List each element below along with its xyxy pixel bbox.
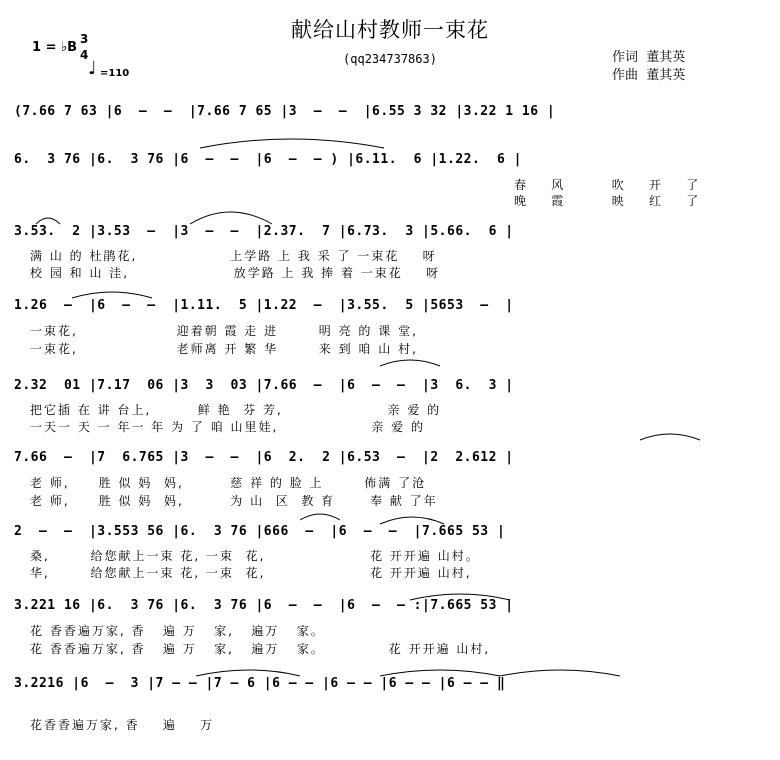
notation-line-6: 7.66 – |7 6.765 |3 – – |6 2. 2 |6.53 – |2 2.612 | (14, 450, 514, 465)
lyric-line-5-verse-2: 一天一 天 一 年一 年 为 了 咱 山里娃, 亲 爱 的 (30, 420, 425, 434)
lyric-line-6-verse-1: 老 师, 胜 似 妈 妈, 慈 祥 的 脸 上 佈满 了沧 (30, 476, 427, 490)
notation-line-7: 2 – – |3.553 56 |6. 3 76 |666 – |6 – – |7.665 53 | (14, 524, 506, 539)
lyric-line-6-verse-2: 老 师, 胜 似 妈 妈, 为 山 区 教 育 奉 献 了年 (30, 494, 438, 508)
slur-arc (380, 517, 444, 524)
lyric-line-3-verse-1: 满 山 的 杜鹃花, 上学路 上 我 采 了 一束花 呀 (30, 249, 437, 263)
time-signature-top: 3 (80, 32, 89, 46)
slur-arc (380, 670, 500, 676)
tempo-marking: =110 (100, 68, 130, 79)
lyric-line-8-verse-1: 花 香香遍万家, 香 遍 万 家, 遍万 家。 (30, 624, 325, 638)
slur-arc (36, 218, 60, 224)
lyric-line-7-verse-2: 华, 给您献上一束 花, 一束 花, 花 开开遍 山村, (30, 566, 472, 580)
slur-arc (200, 139, 384, 148)
slur-arc (640, 434, 700, 440)
quarter-note-icon: ♩ (88, 58, 97, 79)
lyric-line-7-verse-1: 桑, 给您献上一束 花, 一束 花, 花 开开遍 山村。 (30, 549, 480, 563)
lyric-line-3-verse-2: 校 园 和 山 洼, 放学路 上 我 捧 着 一束花 呀 (30, 266, 441, 280)
lyric-line-8-verse-2: 花 香香遍万家, 香 遍 万 家, 遍万 家。 花 开开遍 山村, (30, 642, 491, 656)
lyric-line-2-verse-1: 春 风 吹 开 了 (514, 178, 701, 192)
lyric-line-2-verse-2: 晚 霞 映 红 了 (514, 194, 701, 208)
notation-line-5: 2.32 01 |7.17 06 |3 3 03 |7.66 – |6 – – |3 6. 3 | (14, 378, 514, 393)
slur-arc (190, 212, 272, 224)
lyric-line-5-verse-1: 把它插 在 讲 台上, 鲜 艳 芬 芳, 亲 爱 的 (30, 403, 442, 417)
song-title: 献给山村教师一束花 (291, 18, 489, 42)
slur-arc (410, 594, 510, 600)
time-signature-bottom: 4 (80, 48, 89, 62)
composer-credit: 作曲 董其英 (612, 68, 686, 83)
lyricist-credit: 作词 董其英 (612, 50, 686, 65)
qq-number: (qq234737863) (343, 52, 437, 66)
notation-line-1: (7.66 7 63 |6 – – |7.66 7 65 |3 – – |6.55 3 32 |3.22 1 16 | (14, 104, 556, 119)
slur-arc (72, 292, 152, 298)
slur-arc (300, 514, 340, 520)
slur-arc (380, 360, 440, 366)
notation-line-2: 6. 3 76 |6. 3 76 |6 – – |6 – – ) |6.11. 6 |1.22. 6 | (14, 152, 522, 167)
lyric-line-4-verse-2: 一束花, 老师离 开 繁 华 来 到 咱 山 村, (30, 342, 418, 356)
slur-arc (500, 670, 620, 676)
final-lyric-line: 花香香遍万家, 香 遍 万 (30, 718, 215, 732)
slur-arc (196, 670, 300, 676)
notation-line-3: 3.53. 2 |3.53 – |3 – – |2.37. 7 |6.73. 3 |5.66. 6 | (14, 224, 514, 239)
lyric-line-4-verse-1: 一束花, 迎着朝 霞 走 进 明 亮 的 课 堂, (30, 324, 418, 338)
notation-line-4: 1.26 – |6 – – |1.11. 5 |1.22 – |3.55. 5 |5653 – | (14, 298, 514, 313)
notation-line-9: 3.2216 |6 – 3 |7 – – |7 – 6 |6 – – |6 – – |6 – – |6 – – ‖ (14, 676, 506, 691)
key-signature: 1 = ♭B (32, 40, 78, 55)
notation-line-8: 3.221 16 |6. 3 76 |6. 3 76 |6 – – |6 – – :|7.665 53 | (14, 598, 514, 613)
